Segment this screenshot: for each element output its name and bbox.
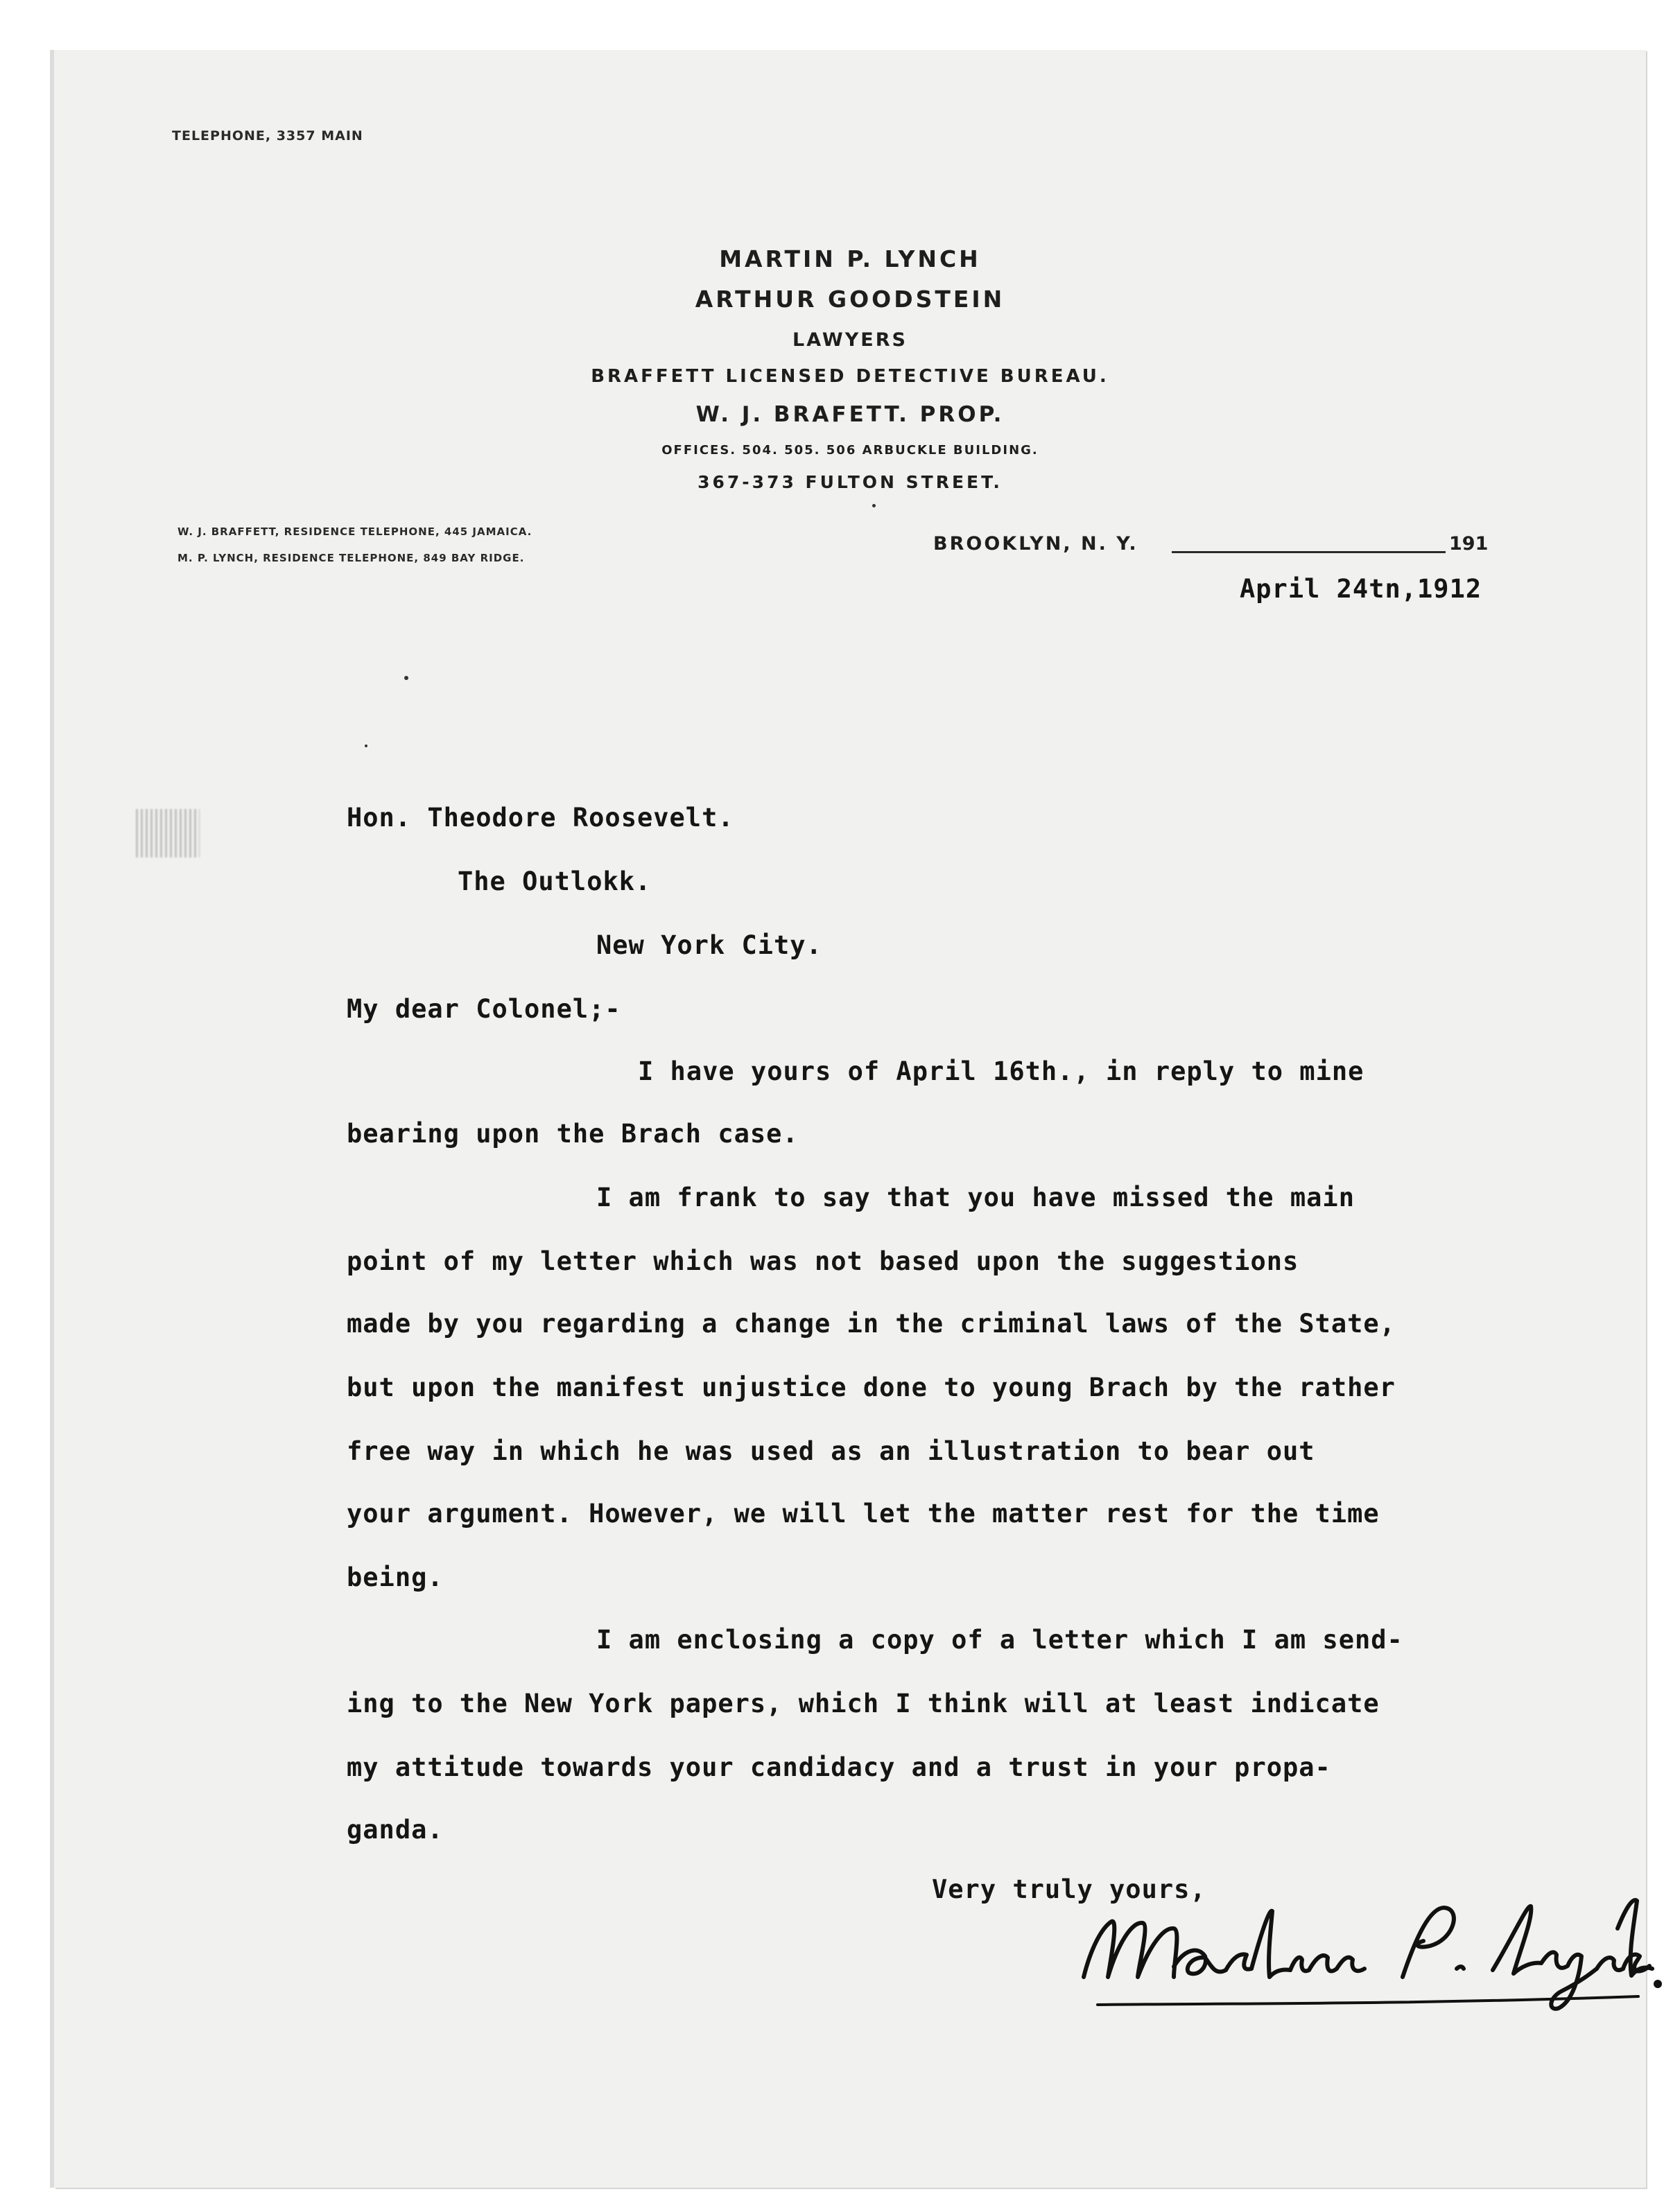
letterhead-year-prefix: 191 <box>1449 533 1489 555</box>
ink-smudge <box>136 809 200 857</box>
residence-telephone-lynch: M. P. LYNCH, RESIDENCE TELEPHONE, 849 BAY RIDGE. <box>177 552 525 564</box>
body-line: being. <box>347 1562 444 1592</box>
body-line: I am enclosing a copy of a letter which I am send- <box>596 1625 1403 1655</box>
body-line: free way in which he was used as an illustration to bear out <box>347 1436 1315 1466</box>
letter-date: April 24tn,1912 <box>1240 574 1482 604</box>
residence-telephone-braffett: W. J. BRAFFETT, RESIDENCE TELEPHONE, 445 JAMAICA. <box>177 525 532 538</box>
ink-mark <box>365 744 367 747</box>
letterhead-proprietor: W. J. BRAFETT. PROP. <box>695 402 1005 427</box>
letterhead-profession: LAWYERS <box>792 329 908 351</box>
body-line: point of my letter which was not based upon the suggestions <box>347 1246 1299 1276</box>
body-line: bearing upon the Brach case. <box>347 1119 799 1149</box>
letterhead-telephone: TELEPHONE, 3357 MAIN <box>172 128 363 143</box>
body-line: made by you regarding a change in the criminal laws of the State, <box>347 1309 1396 1339</box>
ink-mark <box>872 504 876 507</box>
address-line: Hon. Theodore Roosevelt. <box>347 803 734 833</box>
body-line: my attitude towards your candidacy and a trust in your propa- <box>347 1752 1331 1782</box>
body-line: ing to the New York papers, which I think will at least indicate <box>347 1689 1380 1718</box>
body-line: but upon the manifest unjustice done to young Brach by the rather <box>347 1373 1396 1402</box>
body-line: ganda. <box>347 1815 444 1845</box>
letterhead-offices: OFFICES. 504. 505. 506 ARBUCKLE BUILDING. <box>661 443 1039 458</box>
letter-sheet <box>54 50 1646 2188</box>
letterhead-place: BROOKLYN, N. Y. <box>933 533 1138 555</box>
ink-mark <box>404 676 408 680</box>
letterhead-partner-2: ARTHUR GOODSTEIN <box>695 286 1005 313</box>
letterhead-bureau: BRAFFETT LICENSED DETECTIVE BUREAU. <box>591 366 1109 387</box>
salutation: My dear Colonel;- <box>347 994 621 1024</box>
letterhead-partner-1: MARTIN P. LYNCH <box>719 245 981 272</box>
body-line: I am frank to say that you have missed the main <box>596 1183 1355 1212</box>
address-line: The Outlokk. <box>458 866 652 896</box>
body-line: I have yours of April 16th., in reply to mine <box>638 1056 1364 1086</box>
body-line: your argument. However, we will let the matter rest for the time <box>347 1499 1380 1529</box>
date-rule <box>1172 551 1446 553</box>
closing: Very truly yours, <box>932 1874 1206 1904</box>
address-line: New York City. <box>596 930 822 960</box>
bleed-through-text <box>1115 840 1127 864</box>
signature-image <box>1070 1880 1664 2026</box>
letterhead-street: 367-373 FULTON STREET. <box>697 472 1003 492</box>
